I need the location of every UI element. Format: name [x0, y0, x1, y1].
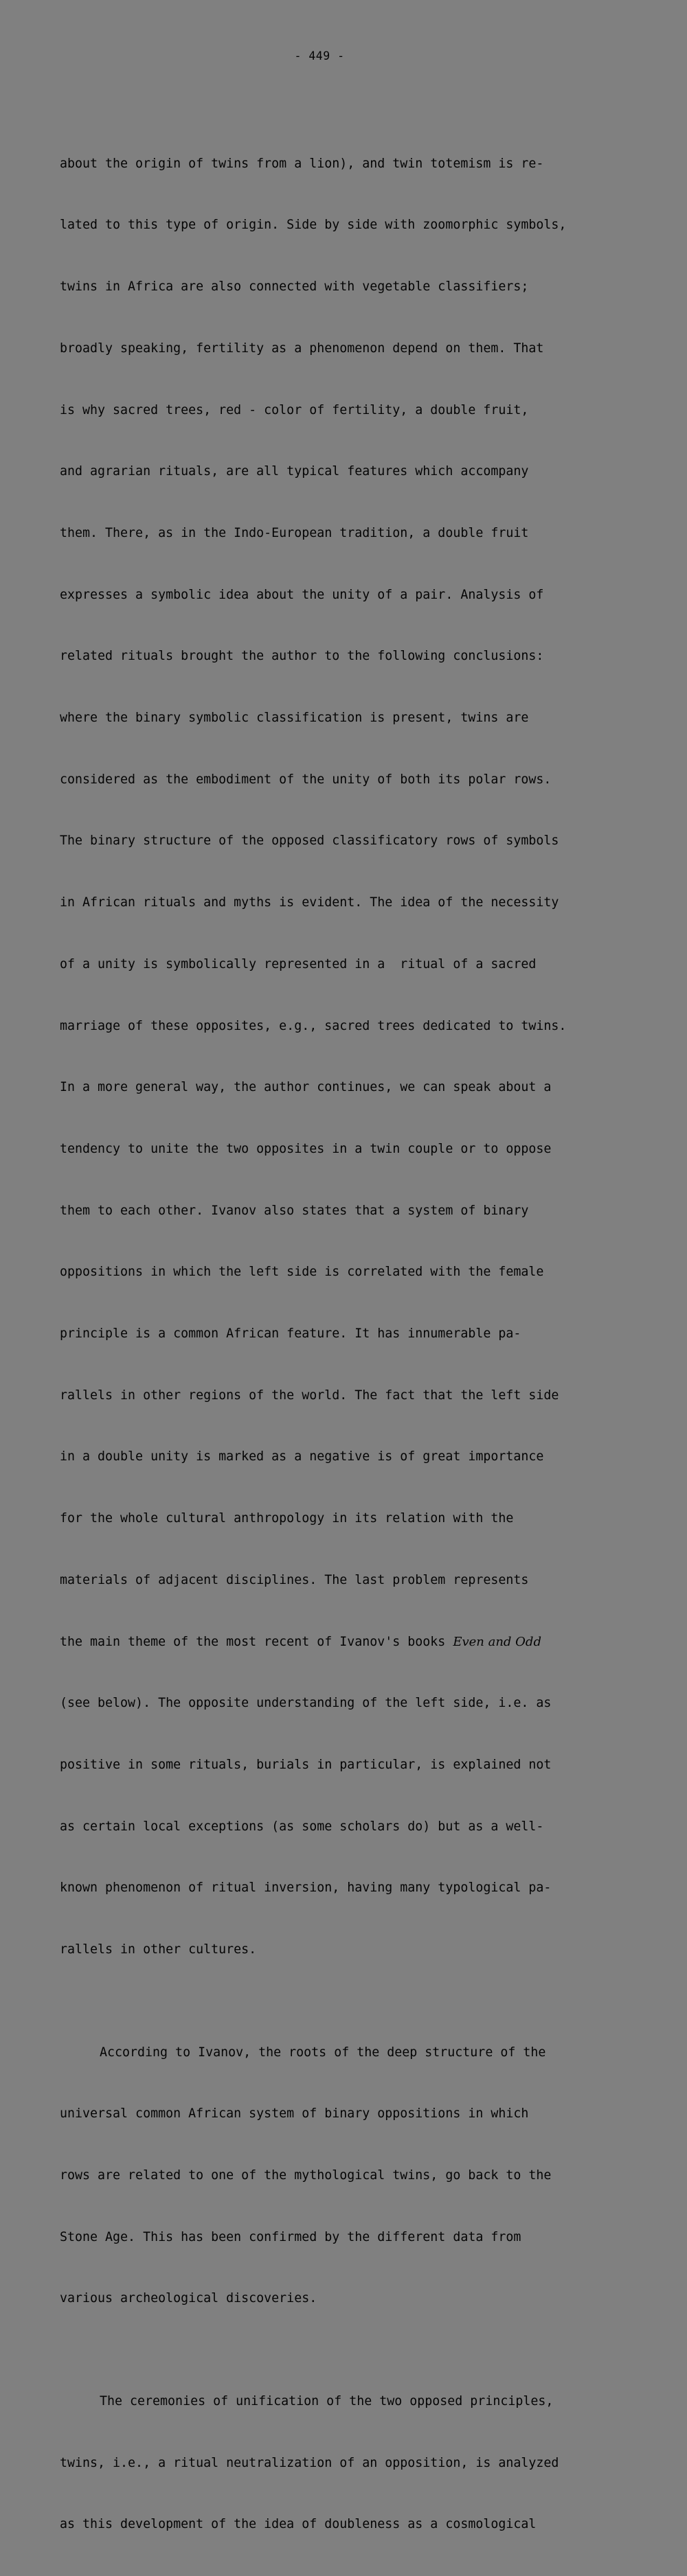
- text-line: them to each other. Ivanov also states that a system of binary: [60, 1203, 529, 1218]
- text-line: known phenomenon of ritual inversion, having many typological pa-: [60, 1881, 552, 1896]
- text-line: tendency to unite the two opposites in a twin couple or to oppose: [60, 1141, 552, 1156]
- text-line: is why sacred trees, red - color of fertility, a double fruit,: [60, 402, 529, 417]
- text-line: According to Ivanov, the roots of the deep structure of the: [100, 2045, 546, 2060]
- text-line-with-book-title: [60, 1632, 664, 1653]
- text-line: them. There, as in the Indo-European tradition, a double fruit: [60, 525, 529, 540]
- text-line: rallels in other regions of the world. The fact that the left side: [60, 1388, 559, 1403]
- text-line: principle is a common African feature. It has innumerable pa-: [60, 1326, 521, 1342]
- text-line: (see below). The opposite understanding of the left side, i.e. as: [60, 1696, 552, 1711]
- book-title: Even and Odd: [453, 1634, 541, 1649]
- text-line: universal common African system of binary oppositions in which: [60, 2106, 529, 2121]
- text-line: related rituals brought the author to the following conclusions:: [60, 649, 544, 664]
- text-line: rows are related to one of the mythological twins, go back to the: [60, 2168, 552, 2183]
- text-line: positive in some rituals, burials in particular, is explained not: [60, 1758, 552, 1772]
- body-text: [60, 92, 664, 2576]
- text-line: lated to this type of origin. Side by side with zoomorphic symbols,: [60, 218, 567, 233]
- text-line: where the binary symbolic classification is present, twins are: [60, 711, 529, 726]
- text-line: about the origin of twins from a lion), and twin totemism is re-: [60, 156, 544, 171]
- text-line: and agrarian rituals, are all typical features which accompany: [60, 464, 529, 479]
- text-line: rallels in other cultures.: [60, 1942, 257, 1957]
- text-line: marriage of these opposites, e.g., sacred trees dedicated to twins.: [60, 1018, 567, 1033]
- text-line: considered as the embodiment of the unity of both its polar rows.: [60, 772, 552, 787]
- text-line: The ceremonies of unification of the two opposed principles,: [100, 2393, 554, 2408]
- text-line: expresses a symbolic idea about the unity of a pair. Analysis of: [60, 587, 544, 602]
- text-line: In a more general way, the author continues, we can speak about a: [60, 1080, 552, 1095]
- text-line: Stone Age. This has been confirmed by the different data from: [60, 2229, 521, 2244]
- text-line: various archeological discoveries.: [60, 2291, 317, 2306]
- text-line: oppositions in which the left side is correlated with the female: [60, 1265, 544, 1280]
- text-line: broadly speaking, fertility as a phenomenon depend on them. That: [60, 341, 544, 356]
- text-line: as certain local exceptions (as some scholars do) but as a well-: [60, 1819, 544, 1834]
- text-line: in African rituals and myths is evident. The idea of the necessity: [60, 895, 559, 910]
- text-line: materials of adjacent disciplines. The last problem represents: [60, 1572, 529, 1587]
- text-line: as this development of the idea of doubleness as a cosmological: [60, 2517, 537, 2532]
- book-line-text: the main theme of the most recent of Ivanov's books: [60, 1634, 453, 1649]
- text-line: twins, i.e., a ritual neutralization of an opposition, is analyzed: [60, 2455, 559, 2470]
- text-line: for the whole cultural anthropology in its relation with the: [60, 1511, 514, 1526]
- text-line: in a double unity is marked as a negative is of great importance: [60, 1449, 544, 1464]
- text-line: twins in Africa are also connected with vegetable classifiers;: [60, 279, 529, 295]
- text-line: The binary structure of the opposed classificatory rows of symbols: [60, 833, 559, 849]
- page-number: - 449 -: [294, 49, 345, 62]
- text-line: of a unity is symbolically represented in a ritual of a sacred: [60, 956, 537, 971]
